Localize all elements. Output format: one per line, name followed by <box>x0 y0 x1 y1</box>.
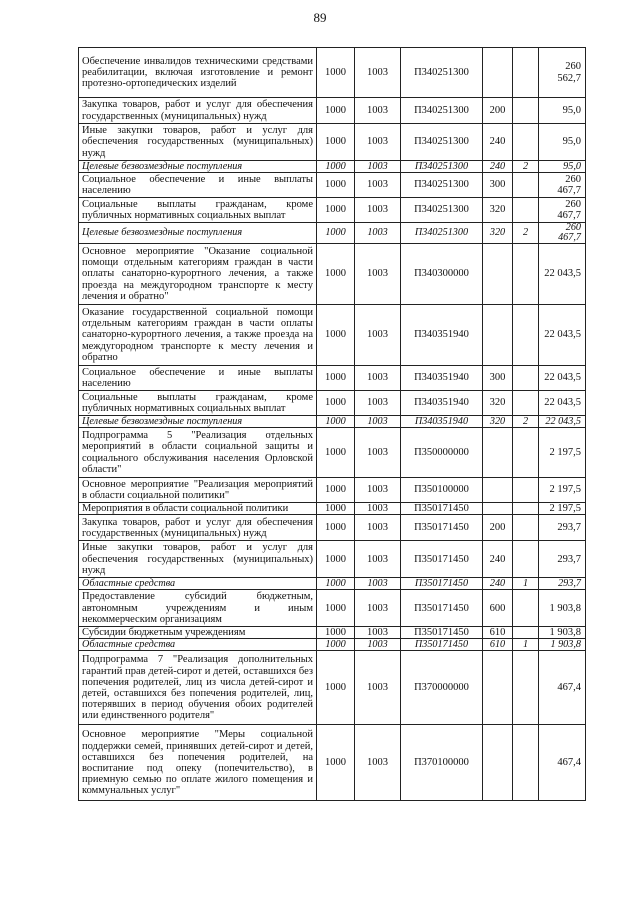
row-section: 1000 <box>317 515 355 541</box>
row-name: Закупка товаров, работ и услуг для обеспечения государственных (муниципальных) нужд <box>79 515 317 541</box>
row-name: Основное мероприятие "Меры социальной поддержки семей, принявших детей-сирот и детей, оставшихся без попечения родителей, на воспитание под опеку (попечительство), в приемную семью по оплате жилого помещения и коммунальных услуг" <box>79 725 317 801</box>
row-amount: 95,0 <box>539 124 586 161</box>
row-amount: 260 562,7 <box>539 48 586 98</box>
row-target-article: П350171450 <box>401 639 483 651</box>
row-expense-type: 240 <box>483 541 513 578</box>
row-expense-type <box>483 244 513 305</box>
row-target-article: П340251300 <box>401 161 483 173</box>
row-expense-type <box>483 503 513 515</box>
row-section: 1000 <box>317 366 355 391</box>
row-amount: 260 467,7 <box>539 173 586 198</box>
row-name: Целевые безвозмездные поступления <box>79 416 317 428</box>
row-amount: 95,0 <box>539 161 586 173</box>
row-name: Социальные выплаты гражданам, кроме публичных нормативных социальных выплат <box>79 391 317 416</box>
row-section: 1000 <box>317 223 355 244</box>
table-row <box>79 198 586 223</box>
row-subsection: 1003 <box>355 161 401 173</box>
row-section: 1000 <box>317 98 355 124</box>
table-row <box>79 478 586 503</box>
table-row <box>79 503 586 515</box>
row-funding-source <box>513 503 539 515</box>
row-funding-source <box>513 173 539 198</box>
row-amount: 1 903,8 <box>539 590 586 627</box>
row-target-article: П340300000 <box>401 244 483 305</box>
row-target-article: П350171450 <box>401 503 483 515</box>
table-row <box>79 627 586 639</box>
table-row <box>79 173 586 198</box>
row-amount: 95,0 <box>539 98 586 124</box>
row-section: 1000 <box>317 503 355 515</box>
row-expense-type <box>483 725 513 801</box>
row-target-article: П340251300 <box>401 223 483 244</box>
row-subsection: 1003 <box>355 478 401 503</box>
row-target-article: П340251300 <box>401 124 483 161</box>
row-section: 1000 <box>317 478 355 503</box>
row-expense-type: 320 <box>483 416 513 428</box>
row-name: Обеспечение инвалидов техническими средствами реабилитации, включая изготовление и ремонт протезно-ортопедических изделий <box>79 48 317 98</box>
table-row <box>79 223 586 244</box>
row-target-article: П370100000 <box>401 725 483 801</box>
row-funding-source: 1 <box>513 639 539 651</box>
row-amount: 22 043,5 <box>539 391 586 416</box>
table-row <box>79 366 586 391</box>
row-section: 1000 <box>317 651 355 725</box>
row-expense-type <box>483 48 513 98</box>
row-section: 1000 <box>317 428 355 478</box>
row-target-article: П350000000 <box>401 428 483 478</box>
row-funding-source <box>513 428 539 478</box>
row-subsection: 1003 <box>355 98 401 124</box>
row-funding-source <box>513 515 539 541</box>
row-amount: 293,7 <box>539 515 586 541</box>
row-amount: 1 903,8 <box>539 639 586 651</box>
row-funding-source: 2 <box>513 223 539 244</box>
row-section: 1000 <box>317 416 355 428</box>
table-row <box>79 391 586 416</box>
row-funding-source <box>513 366 539 391</box>
row-section: 1000 <box>317 590 355 627</box>
row-target-article: П350171450 <box>401 627 483 639</box>
row-funding-source <box>513 651 539 725</box>
row-name: Целевые безвозмездные поступления <box>79 161 317 173</box>
row-amount: 2 197,5 <box>539 478 586 503</box>
row-amount: 22 043,5 <box>539 416 586 428</box>
row-expense-type: 300 <box>483 173 513 198</box>
table-row <box>79 305 586 366</box>
row-funding-source: 1 <box>513 578 539 590</box>
row-expense-type <box>483 305 513 366</box>
row-expense-type: 240 <box>483 124 513 161</box>
row-funding-source <box>513 590 539 627</box>
row-amount: 22 043,5 <box>539 244 586 305</box>
table-row <box>79 124 586 161</box>
table-row <box>79 428 586 478</box>
table-row <box>79 98 586 124</box>
row-section: 1000 <box>317 173 355 198</box>
row-name: Социальное обеспечение и иные выплаты населению <box>79 173 317 198</box>
row-subsection: 1003 <box>355 223 401 244</box>
row-target-article: П350171450 <box>401 578 483 590</box>
row-funding-source <box>513 244 539 305</box>
budget-table <box>78 47 586 801</box>
row-subsection: 1003 <box>355 416 401 428</box>
row-subsection: 1003 <box>355 725 401 801</box>
row-subsection: 1003 <box>355 124 401 161</box>
row-target-article: П350171450 <box>401 515 483 541</box>
row-section: 1000 <box>317 161 355 173</box>
row-name: Иные закупки товаров, работ и услуг для обеспечения государственных (муниципальных) нужд <box>79 541 317 578</box>
table-row <box>79 541 586 578</box>
row-target-article: П350171450 <box>401 541 483 578</box>
table-row <box>79 725 586 801</box>
row-target-article: П340251300 <box>401 98 483 124</box>
row-subsection: 1003 <box>355 198 401 223</box>
row-section: 1000 <box>317 391 355 416</box>
row-funding-source <box>513 48 539 98</box>
row-section: 1000 <box>317 725 355 801</box>
row-amount: 2 197,5 <box>539 503 586 515</box>
row-funding-source <box>513 198 539 223</box>
row-subsection: 1003 <box>355 651 401 725</box>
row-name: Субсидии бюджетным учреждениям <box>79 627 317 639</box>
row-target-article: П340351940 <box>401 366 483 391</box>
table-body <box>79 48 586 801</box>
row-amount: 2 197,5 <box>539 428 586 478</box>
row-name: Целевые безвозмездные поступления <box>79 223 317 244</box>
row-subsection: 1003 <box>355 590 401 627</box>
row-subsection: 1003 <box>355 48 401 98</box>
row-funding-source <box>513 627 539 639</box>
row-expense-type: 600 <box>483 590 513 627</box>
row-subsection: 1003 <box>355 503 401 515</box>
row-target-article: П340251300 <box>401 173 483 198</box>
row-section: 1000 <box>317 124 355 161</box>
row-expense-type: 320 <box>483 391 513 416</box>
row-section: 1000 <box>317 305 355 366</box>
row-subsection: 1003 <box>355 173 401 198</box>
row-funding-source <box>513 391 539 416</box>
row-name: Подпрограмма 7 "Реализация дополнительных гарантий прав детей-сирот и детей, оставшихся без попечения родителей, лиц из числа детей-сирот и детей, оставшихся без попечения родителей, лиц, потерявших в период обучения обоих родителей или единственного родителя" <box>79 651 317 725</box>
row-funding-source: 2 <box>513 416 539 428</box>
row-subsection: 1003 <box>355 578 401 590</box>
row-funding-source: 2 <box>513 161 539 173</box>
row-name: Социальные выплаты гражданам, кроме публичных нормативных социальных выплат <box>79 198 317 223</box>
row-amount: 22 043,5 <box>539 366 586 391</box>
row-amount: 467,4 <box>539 725 586 801</box>
row-subsection: 1003 <box>355 541 401 578</box>
row-target-article: П340351940 <box>401 391 483 416</box>
row-name: Социальное обеспечение и иные выплаты населению <box>79 366 317 391</box>
row-expense-type: 240 <box>483 161 513 173</box>
table-row <box>79 515 586 541</box>
row-amount: 293,7 <box>539 541 586 578</box>
row-expense-type: 320 <box>483 198 513 223</box>
row-subsection: 1003 <box>355 305 401 366</box>
row-expense-type: 610 <box>483 639 513 651</box>
table-row <box>79 416 586 428</box>
row-target-article: П340351940 <box>401 416 483 428</box>
row-section: 1000 <box>317 639 355 651</box>
row-funding-source <box>513 305 539 366</box>
row-funding-source <box>513 98 539 124</box>
row-expense-type <box>483 651 513 725</box>
row-name: Мероприятия в области социальной политики <box>79 503 317 515</box>
row-target-article: П370000000 <box>401 651 483 725</box>
row-target-article: П340251300 <box>401 48 483 98</box>
row-section: 1000 <box>317 541 355 578</box>
row-name: Основное мероприятие "Реализация мероприятий в области социальной политики" <box>79 478 317 503</box>
row-section: 1000 <box>317 578 355 590</box>
table-row <box>79 48 586 98</box>
table-row <box>79 651 586 725</box>
row-target-article: П350100000 <box>401 478 483 503</box>
table-row <box>79 639 586 651</box>
row-section: 1000 <box>317 48 355 98</box>
row-expense-type: 200 <box>483 515 513 541</box>
row-expense-type: 610 <box>483 627 513 639</box>
row-section: 1000 <box>317 627 355 639</box>
row-name: Предоставление субсидий бюджетным, автономным учреждениям и иным некоммерческим организациям <box>79 590 317 627</box>
row-expense-type <box>483 478 513 503</box>
row-name: Областные средства <box>79 639 317 651</box>
row-name: Оказание государственной социальной помощи отдельным категориям граждан в части оплаты санаторно-курортного лечения, а также проезда на междугородном транспорте к месту лечения и обратно <box>79 305 317 366</box>
row-expense-type: 320 <box>483 223 513 244</box>
row-subsection: 1003 <box>355 639 401 651</box>
row-subsection: 1003 <box>355 515 401 541</box>
row-funding-source <box>513 541 539 578</box>
row-amount: 22 043,5 <box>539 305 586 366</box>
row-name: Иные закупки товаров, работ и услуг для обеспечения государственных (муниципальных) нужд <box>79 124 317 161</box>
row-section: 1000 <box>317 244 355 305</box>
row-target-article: П340351940 <box>401 305 483 366</box>
row-subsection: 1003 <box>355 366 401 391</box>
row-expense-type: 200 <box>483 98 513 124</box>
row-funding-source <box>513 725 539 801</box>
row-name: Основное мероприятие "Оказание социальной помощи отдельным категориям граждан в части оплаты санаторно-курортного лечения, а также проезда на междугородном транспорте к месту лечения и обратно" <box>79 244 317 305</box>
row-name: Закупка товаров, работ и услуг для обеспечения государственных (муниципальных) нужд <box>79 98 317 124</box>
row-expense-type <box>483 428 513 478</box>
row-section: 1000 <box>317 198 355 223</box>
table-row <box>79 578 586 590</box>
row-amount: 260 467,7 <box>539 198 586 223</box>
table-row <box>79 244 586 305</box>
page-number: 89 <box>313 10 327 25</box>
row-name: Областные средства <box>79 578 317 590</box>
row-subsection: 1003 <box>355 627 401 639</box>
row-funding-source <box>513 124 539 161</box>
row-target-article: П350171450 <box>401 590 483 627</box>
row-funding-source <box>513 478 539 503</box>
row-expense-type: 240 <box>483 578 513 590</box>
row-amount: 1 903,8 <box>539 627 586 639</box>
table-row <box>79 161 586 173</box>
row-amount: 260 467,7 <box>539 223 586 244</box>
row-target-article: П340251300 <box>401 198 483 223</box>
row-amount: 467,4 <box>539 651 586 725</box>
row-expense-type: 300 <box>483 366 513 391</box>
row-amount: 293,7 <box>539 578 586 590</box>
row-subsection: 1003 <box>355 244 401 305</box>
row-subsection: 1003 <box>355 391 401 416</box>
table-row <box>79 590 586 627</box>
row-subsection: 1003 <box>355 428 401 478</box>
row-name: Подпрограмма 5 "Реализация отдельных мероприятий в области социальной защиты и социального обслуживания населения Орловской области" <box>79 428 317 478</box>
